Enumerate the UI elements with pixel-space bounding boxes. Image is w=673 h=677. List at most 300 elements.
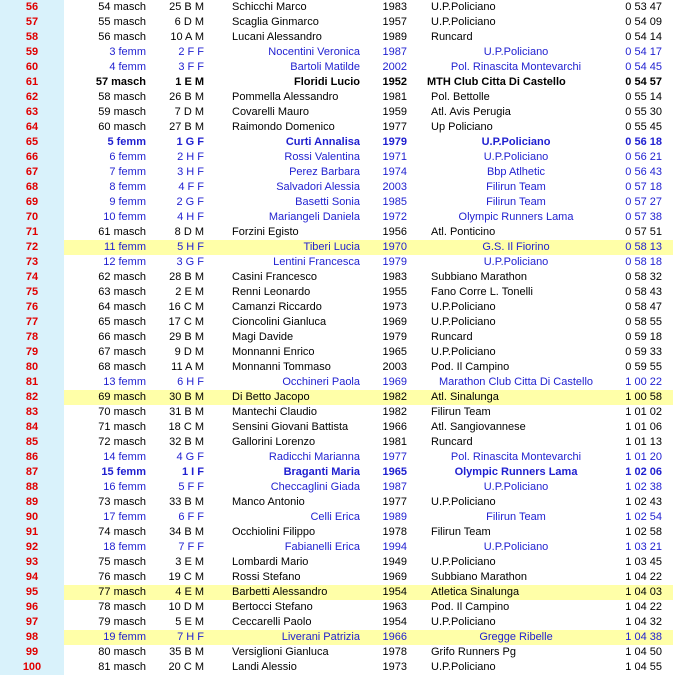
team-cell: Filirun Team (486, 181, 546, 193)
table-row (0, 315, 673, 330)
team-cell: Atl. Ponticino (431, 226, 496, 238)
table-row (0, 225, 673, 240)
category-rank-cell: 3 E M (175, 556, 204, 568)
birth-year-cell: 1954 (382, 586, 407, 598)
category-count-cell: 54 masch (98, 1, 146, 13)
finish-time-cell: 0 55 45 (625, 121, 662, 133)
category-rank-cell: 35 B M (169, 646, 204, 658)
position-cell: 63 (0, 105, 64, 120)
athlete-name-cell: Mantechi Claudio (232, 406, 317, 418)
finish-time-cell: 0 59 18 (625, 331, 662, 343)
finish-time-cell: 1 01 02 (625, 406, 662, 418)
birth-year-cell: 1979 (382, 136, 407, 148)
team-cell: Filirun Team (431, 406, 491, 418)
athlete-name-cell: Landi Alessio (232, 661, 297, 673)
birth-year-cell: 1982 (382, 391, 407, 403)
finish-time-cell: 0 59 33 (625, 346, 662, 358)
athlete-name-cell: Manco Antonio (232, 496, 305, 508)
birth-year-cell: 1972 (382, 211, 407, 223)
athlete-name-cell: Sensini Giovani Battista (232, 421, 349, 433)
table-row (0, 75, 673, 90)
table-row (0, 600, 673, 615)
category-rank-cell: 4 E M (175, 586, 204, 598)
finish-time-cell: 0 58 55 (625, 316, 662, 328)
position-cell: 78 (0, 330, 64, 345)
birth-year-cell: 1989 (382, 31, 407, 43)
athlete-name-cell: Curti Annalisa (285, 136, 360, 148)
finish-time-cell: 0 59 55 (625, 361, 662, 373)
position-cell: 73 (0, 255, 64, 270)
table-row (0, 570, 673, 585)
finish-time-cell: 1 04 50 (625, 646, 662, 658)
birth-year-cell: 1969 (382, 571, 407, 583)
category-count-cell: 62 masch (98, 271, 146, 283)
table-row (0, 300, 673, 315)
table-row (0, 345, 673, 360)
team-cell: Bbp Atlhetic (486, 166, 546, 178)
position-cell: 92 (0, 540, 64, 555)
athlete-name-cell: Di Betto Jacopo (232, 391, 310, 403)
athlete-name-cell: Tiberi Lucia (303, 241, 360, 253)
athlete-name-cell: Rossi Valentina (284, 151, 360, 163)
team-cell: Atl. Sinalunga (431, 391, 499, 403)
finish-time-cell: 1 01 06 (625, 421, 662, 433)
category-count-cell: 65 masch (98, 316, 146, 328)
category-rank-cell: 6 H F (177, 376, 204, 388)
category-count-cell: 11 femm (104, 241, 146, 253)
team-cell: Olympic Runners Lama (454, 466, 578, 478)
athlete-name-cell: Forzini Egisto (232, 226, 299, 238)
table-row (0, 390, 673, 405)
category-rank-cell: 1 I F (181, 466, 204, 478)
table-row (0, 270, 673, 285)
position-cell: 91 (0, 525, 64, 540)
category-rank-cell: 5 H F (177, 241, 204, 253)
position-cell: 80 (0, 360, 64, 375)
athlete-name-cell: Floridi Lucio (294, 76, 360, 88)
team-cell: MTH Club Citta Di Castello (427, 76, 566, 88)
position-cell: 57 (0, 15, 64, 30)
birth-year-cell: 1955 (382, 286, 407, 298)
category-rank-cell: 33 B M (169, 496, 204, 508)
team-cell: Filirun Team (486, 511, 546, 523)
category-count-cell: 76 masch (98, 571, 146, 583)
position-cell: 89 (0, 495, 64, 510)
athlete-name-cell: Lucani Alessandro (232, 31, 322, 43)
category-count-cell: 3 femm (109, 46, 146, 58)
position-cell: 81 (0, 375, 64, 390)
category-count-cell: 56 masch (98, 31, 146, 43)
category-count-cell: 19 femm (103, 631, 146, 643)
finish-time-cell: 1 00 58 (625, 391, 662, 403)
team-cell: U.P.Policiano (431, 301, 496, 313)
birth-year-cell: 1981 (382, 91, 407, 103)
athlete-name-cell: Pommella Alessandro (232, 91, 339, 103)
category-rank-cell: 25 B M (169, 1, 204, 13)
finish-time-cell: 1 00 22 (625, 376, 662, 388)
finish-time-cell: 1 01 13 (625, 436, 662, 448)
category-rank-cell: 2 H F (177, 151, 204, 163)
team-cell: Olympic Runners Lama (458, 211, 574, 223)
table-row (0, 0, 673, 15)
athlete-name-cell: Rossi Stefano (232, 571, 301, 583)
team-cell: U.P.Policiano (431, 661, 496, 673)
position-cell: 76 (0, 300, 64, 315)
position-cell: 72 (0, 240, 64, 255)
table-row (0, 150, 673, 165)
athlete-name-cell: Covarelli Mauro (232, 106, 310, 118)
category-rank-cell: 5 E M (175, 616, 204, 628)
table-row (0, 195, 673, 210)
finish-time-cell: 1 04 03 (625, 586, 662, 598)
team-cell: U.P.Policiano (431, 556, 496, 568)
position-cell: 68 (0, 180, 64, 195)
athlete-name-cell: Salvadori Alessia (276, 181, 360, 193)
category-rank-cell: 4 G F (176, 451, 204, 463)
category-count-cell: 77 masch (98, 586, 146, 598)
table-row (0, 555, 673, 570)
birth-year-cell: 1982 (382, 406, 407, 418)
birth-year-cell: 1966 (382, 421, 407, 433)
category-rank-cell: 7 D M (174, 106, 204, 118)
team-cell: Pod. Il Campino (431, 361, 510, 373)
athlete-name-cell: Mariangeli Daniela (268, 211, 360, 223)
category-count-cell: 14 femm (103, 451, 146, 463)
position-cell: 85 (0, 435, 64, 450)
birth-year-cell: 1966 (382, 631, 407, 643)
category-rank-cell: 1 E M (175, 76, 204, 88)
category-count-cell: 63 masch (98, 286, 146, 298)
table-row (0, 360, 673, 375)
team-cell: Gregge Ribelle (479, 631, 553, 643)
athlete-name-cell: Basetti Sonia (295, 196, 360, 208)
athlete-name-cell: Radicchi Marianna (268, 451, 360, 463)
category-count-cell: 12 femm (103, 256, 146, 268)
category-rank-cell: 27 B M (169, 121, 204, 133)
birth-year-cell: 1973 (382, 661, 407, 673)
athlete-name-cell: Renni Leonardo (232, 286, 311, 298)
team-cell: U.P.Policiano (481, 136, 551, 148)
category-rank-cell: 6 D M (174, 16, 204, 28)
category-rank-cell: 3 H F (177, 166, 204, 178)
category-count-cell: 81 masch (98, 661, 146, 673)
finish-time-cell: 0 58 32 (625, 271, 662, 283)
finish-time-cell: 1 02 06 (625, 466, 662, 478)
category-count-cell: 67 masch (98, 346, 146, 358)
birth-year-cell: 1969 (382, 376, 407, 388)
birth-year-cell: 1981 (382, 436, 407, 448)
category-rank-cell: 1 G F (176, 136, 204, 148)
athlete-name-cell: Lentini Francesca (273, 256, 360, 268)
category-count-cell: 69 masch (98, 391, 146, 403)
team-cell: G.S. Il Fiorino (482, 241, 550, 253)
team-cell: Pol. Bettolle (431, 91, 490, 103)
birth-year-cell: 1983 (382, 1, 407, 13)
finish-time-cell: 0 56 18 (625, 136, 662, 148)
finish-time-cell: 0 54 45 (625, 61, 662, 73)
athlete-name-cell: Perez Barbara (289, 166, 360, 178)
athlete-name-cell: Occhiolini Filippo (232, 526, 316, 538)
birth-year-cell: 1978 (382, 646, 407, 658)
finish-time-cell: 1 04 22 (625, 601, 662, 613)
team-cell: U.P.Policiano (483, 541, 549, 553)
finish-time-cell: 0 57 51 (625, 226, 662, 238)
category-count-cell: 6 femm (109, 151, 146, 163)
athlete-name-cell: Barbetti Alessandro (232, 586, 328, 598)
team-cell: U.P.Policiano (483, 481, 549, 493)
team-cell: U.P.Policiano (431, 496, 496, 508)
table-row (0, 630, 673, 645)
category-rank-cell: 5 F F (178, 481, 204, 493)
table-row (0, 660, 673, 675)
finish-time-cell: 1 02 43 (625, 496, 662, 508)
table-row (0, 540, 673, 555)
position-cell: 77 (0, 315, 64, 330)
athlete-name-cell: Scaglia Ginmarco (232, 16, 319, 28)
team-cell: U.P.Policiano (431, 616, 496, 628)
finish-time-cell: 1 02 54 (625, 511, 662, 523)
category-rank-cell: 4 H F (177, 211, 204, 223)
table-row (0, 585, 673, 600)
athlete-name-cell: Bertocci Stefano (232, 601, 313, 613)
category-rank-cell: 19 C M (168, 571, 204, 583)
category-rank-cell: 10 A M (170, 31, 204, 43)
table-row (0, 480, 673, 495)
finish-time-cell: 1 03 45 (625, 556, 662, 568)
category-rank-cell: 31 B M (169, 406, 204, 418)
birth-year-cell: 1987 (382, 481, 407, 493)
position-cell: 87 (0, 465, 64, 480)
category-count-cell: 9 femm (109, 196, 146, 208)
team-cell: Pod. Il Campino (431, 601, 510, 613)
table-row (0, 45, 673, 60)
athlete-name-cell: Schicchi Marco (232, 1, 307, 13)
table-row (0, 465, 673, 480)
category-rank-cell: 20 C M (168, 661, 204, 673)
category-count-cell: 16 femm (103, 481, 146, 493)
category-rank-cell: 30 B M (169, 391, 204, 403)
category-rank-cell: 7 H F (177, 631, 204, 643)
category-count-cell: 61 masch (98, 226, 146, 238)
team-cell: Subbiano Marathon (431, 271, 528, 283)
birth-year-cell: 1971 (382, 151, 407, 163)
table-row (0, 210, 673, 225)
finish-time-cell: 1 02 58 (625, 526, 662, 538)
category-count-cell: 72 masch (98, 436, 146, 448)
birth-year-cell: 1965 (382, 466, 407, 478)
position-cell: 97 (0, 615, 64, 630)
birth-year-cell: 1978 (382, 526, 407, 538)
birth-year-cell: 1956 (382, 226, 407, 238)
athlete-name-cell: Occhineri Paola (282, 376, 360, 388)
category-rank-cell: 6 F F (178, 511, 204, 523)
category-rank-cell: 8 D M (174, 226, 204, 238)
finish-time-cell: 0 58 47 (625, 301, 662, 313)
position-cell: 58 (0, 30, 64, 45)
athlete-name-cell: Camanzi Riccardo (232, 301, 322, 313)
category-rank-cell: 26 B M (169, 91, 204, 103)
position-cell: 60 (0, 60, 64, 75)
category-count-cell: 73 masch (98, 496, 146, 508)
finish-time-cell: 0 58 18 (625, 256, 662, 268)
finish-time-cell: 1 01 20 (625, 451, 662, 463)
table-row (0, 615, 673, 630)
table-row (0, 435, 673, 450)
table-row (0, 510, 673, 525)
athlete-name-cell: Versiglioni Gianluca (232, 646, 329, 658)
table-row (0, 330, 673, 345)
finish-time-cell: 0 54 57 (625, 76, 662, 88)
category-count-cell: 8 femm (109, 181, 146, 193)
team-cell: Runcard (431, 436, 473, 448)
birth-year-cell: 1977 (382, 496, 407, 508)
finish-time-cell: 0 56 21 (625, 151, 662, 163)
table-row (0, 450, 673, 465)
finish-time-cell: 1 04 55 (625, 661, 662, 673)
position-cell: 74 (0, 270, 64, 285)
table-row (0, 135, 673, 150)
finish-time-cell: 1 04 22 (625, 571, 662, 583)
team-cell: Subbiano Marathon (431, 571, 528, 583)
position-cell: 61 (0, 75, 64, 90)
finish-time-cell: 0 55 14 (625, 91, 662, 103)
birth-year-cell: 2002 (382, 61, 407, 73)
birth-year-cell: 1977 (382, 121, 407, 133)
birth-year-cell: 1959 (382, 106, 407, 118)
finish-time-cell: 0 57 27 (625, 196, 662, 208)
birth-year-cell: 1957 (382, 16, 407, 28)
position-cell: 66 (0, 150, 64, 165)
birth-year-cell: 2003 (382, 361, 407, 373)
team-cell: Atl. Sangiovannese (431, 421, 526, 433)
birth-year-cell: 1970 (382, 241, 407, 253)
category-rank-cell: 4 F F (178, 181, 204, 193)
position-cell: 64 (0, 120, 64, 135)
category-rank-cell: 7 F F (178, 541, 204, 553)
team-cell: U.P.Policiano (431, 16, 496, 28)
birth-year-cell: 1983 (382, 271, 407, 283)
category-rank-cell: 16 C M (168, 301, 204, 313)
finish-time-cell: 0 54 17 (625, 46, 662, 58)
table-row (0, 105, 673, 120)
position-cell: 82 (0, 390, 64, 405)
finish-time-cell: 0 58 13 (625, 241, 662, 253)
category-rank-cell: 32 B M (169, 436, 204, 448)
team-cell: Atletica Sinalunga (431, 586, 520, 598)
athlete-name-cell: Liverani Patrizia (281, 631, 360, 643)
birth-year-cell: 1969 (382, 316, 407, 328)
finish-time-cell: 0 56 43 (625, 166, 662, 178)
position-cell: 90 (0, 510, 64, 525)
category-count-cell: 4 femm (109, 61, 146, 73)
category-rank-cell: 34 B M (169, 526, 204, 538)
table-row (0, 240, 673, 255)
position-cell: 56 (0, 0, 64, 15)
athlete-name-cell: Celli Erica (310, 511, 360, 523)
position-cell: 65 (0, 135, 64, 150)
position-cell: 67 (0, 165, 64, 180)
category-count-cell: 64 masch (98, 301, 146, 313)
category-count-cell: 15 femm (101, 466, 146, 478)
birth-year-cell: 1977 (382, 451, 407, 463)
category-count-cell: 80 masch (98, 646, 146, 658)
finish-time-cell: 0 57 18 (625, 181, 662, 193)
position-cell: 75 (0, 285, 64, 300)
birth-year-cell: 1979 (382, 256, 407, 268)
team-cell: U.P.Policiano (431, 346, 496, 358)
team-cell: Up Policiano (431, 121, 493, 133)
team-cell: Filirun Team (486, 196, 546, 208)
table-row (0, 180, 673, 195)
athlete-name-cell: Magi Davide (232, 331, 294, 343)
table-row (0, 15, 673, 30)
category-rank-cell: 11 A M (171, 361, 204, 373)
finish-time-cell: 1 02 38 (625, 481, 662, 493)
category-rank-cell: 9 D M (174, 346, 204, 358)
table-row (0, 495, 673, 510)
birth-year-cell: 1973 (382, 301, 407, 313)
table-row (0, 285, 673, 300)
category-rank-cell: 2 G F (176, 196, 204, 208)
athlete-name-cell: Bartoli Matilde (290, 61, 360, 73)
category-count-cell: 74 masch (98, 526, 146, 538)
category-count-cell: 13 femm (103, 376, 146, 388)
position-cell: 94 (0, 570, 64, 585)
position-cell: 62 (0, 90, 64, 105)
category-count-cell: 58 masch (98, 91, 146, 103)
finish-time-cell: 1 04 32 (625, 616, 662, 628)
category-count-cell: 57 masch (95, 76, 146, 88)
category-count-cell: 10 femm (103, 211, 146, 223)
category-rank-cell: 18 C M (168, 421, 204, 433)
finish-time-cell: 1 03 21 (625, 541, 662, 553)
birth-year-cell: 1979 (382, 331, 407, 343)
table-row (0, 60, 673, 75)
table-row (0, 525, 673, 540)
category-count-cell: 60 masch (98, 121, 146, 133)
position-cell: 86 (0, 450, 64, 465)
finish-time-cell: 0 57 38 (625, 211, 662, 223)
table-row (0, 405, 673, 420)
athlete-name-cell: Nocentini Veronica (268, 46, 360, 58)
table-row (0, 90, 673, 105)
table-row (0, 30, 673, 45)
athlete-name-cell: Fabianelli Erica (284, 541, 360, 553)
athlete-name-cell: Cioncolini Gianluca (232, 316, 327, 328)
birth-year-cell: 1965 (382, 346, 407, 358)
position-cell: 69 (0, 195, 64, 210)
table-row (0, 165, 673, 180)
team-cell: Filirun Team (431, 526, 491, 538)
team-cell: Atl. Avis Perugia (431, 106, 511, 118)
position-cell: 59 (0, 45, 64, 60)
birth-year-cell: 1949 (382, 556, 407, 568)
team-cell: Runcard (431, 31, 473, 43)
category-count-cell: 5 femm (107, 136, 146, 148)
table-row (0, 120, 673, 135)
team-cell: Pol. Rinascita Montevarchi (450, 451, 582, 463)
birth-year-cell: 1974 (382, 166, 407, 178)
category-rank-cell: 17 C M (168, 316, 204, 328)
position-cell: 96 (0, 600, 64, 615)
birth-year-cell: 2003 (382, 181, 407, 193)
position-cell: 93 (0, 555, 64, 570)
category-count-cell: 79 masch (98, 616, 146, 628)
athlete-name-cell: Casini Francesco (232, 271, 317, 283)
athlete-name-cell: Ceccarelli Paolo (232, 616, 312, 628)
team-cell: U.P.Policiano (483, 256, 549, 268)
category-rank-cell: 28 B M (169, 271, 204, 283)
